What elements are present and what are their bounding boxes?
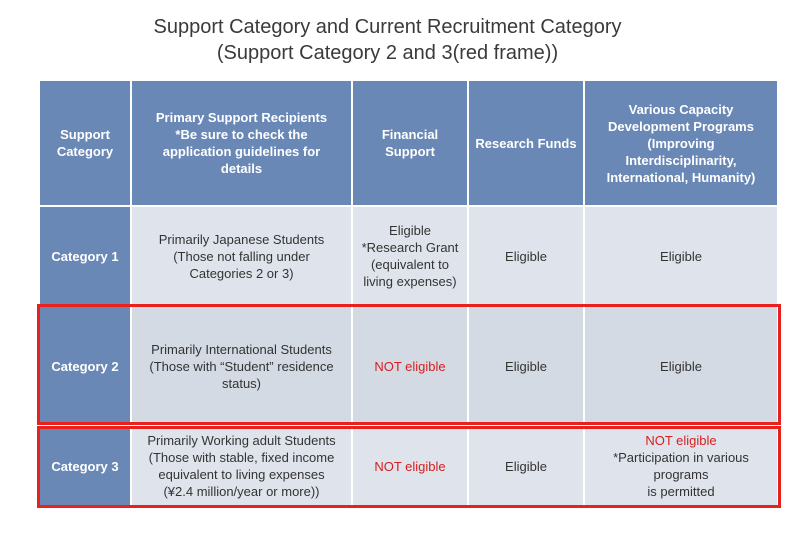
- header-row: [39, 80, 778, 206]
- header-recipients-line: application guidelines for: [162, 144, 321, 159]
- title-line-1: Support Category and Current Recruitment Category: [153, 16, 622, 38]
- header-recipients-line: details: [220, 161, 263, 176]
- header-programs-line: Various Capacity: [628, 101, 734, 117]
- table-row-category-2: [39, 306, 778, 426]
- not-eligible-text: NOT eligible: [645, 433, 717, 448]
- recipients-line: status): [221, 375, 261, 391]
- title-line-2: (Support Category 2 and 3(red frame)): [216, 42, 559, 64]
- row-category-label: Category 1: [39, 206, 131, 306]
- recipients-line: (Those with stable, fixed income: [148, 450, 335, 465]
- header-recipients-line: Primary Support Recipients: [155, 110, 328, 125]
- row-category-label: Category 2: [39, 306, 131, 426]
- row-financial-support: [352, 306, 468, 426]
- header-research-funds: Research Funds: [468, 80, 584, 206]
- header-support-category-line-1: Support: [60, 127, 110, 142]
- recipients-line: Primarily Working adult Students: [147, 433, 336, 448]
- row-recipients: [131, 426, 352, 506]
- row-recipients: [131, 306, 352, 426]
- financial-line: living expenses): [363, 274, 457, 289]
- support-category-table: [38, 79, 779, 507]
- programs-line: is permitted: [647, 484, 715, 499]
- recipients-line: Categories 2 or 3): [189, 265, 294, 281]
- row-financial-support: [352, 426, 468, 506]
- row-research-funds: Eligible: [468, 306, 584, 426]
- recipients-line: (¥2.4 million/year or more)): [163, 484, 320, 499]
- row-programs: [584, 306, 778, 426]
- not-eligible-text: NOT eligible: [374, 358, 446, 374]
- financial-line: *Research Grant: [361, 240, 459, 255]
- header-programs: [584, 80, 778, 206]
- recipients-line: equivalent to living expenses: [158, 467, 325, 482]
- header-recipients-line: *Be sure to check the: [175, 127, 308, 142]
- row-programs: [584, 426, 778, 506]
- recipients-line: Primarily International Students: [151, 341, 332, 357]
- recipients-line: (Those not falling under: [173, 248, 310, 264]
- header-programs-line: Development Programs: [608, 118, 754, 134]
- programs-line: *Participation in various: [613, 450, 749, 465]
- header-recipients: [131, 80, 352, 206]
- financial-line: (equivalent to: [370, 257, 450, 272]
- recipients-line: (Those with “Student” residence: [149, 358, 334, 374]
- row-research-funds: Eligible: [468, 206, 584, 306]
- programs-line: programs: [653, 467, 709, 482]
- recipients-line: Primarily Japanese Students: [158, 231, 325, 247]
- header-financial-support: [352, 80, 468, 206]
- header-programs-line: (Improving: [647, 135, 715, 151]
- row-research-funds: Eligible: [468, 426, 584, 506]
- row-financial-support: [352, 206, 468, 306]
- table-row-category-1: [39, 206, 778, 306]
- financial-line: Eligible: [389, 223, 431, 238]
- row-category-label: Category 3: [39, 426, 131, 506]
- table-row-category-3: [39, 426, 778, 506]
- row-programs: [584, 206, 778, 306]
- programs-line: Eligible: [660, 248, 702, 264]
- header-support-category: [39, 80, 131, 206]
- header-financial-line: Financial: [381, 127, 439, 142]
- not-eligible-text: NOT eligible: [374, 458, 446, 474]
- programs-line: Eligible: [660, 358, 702, 374]
- row-recipients: [131, 206, 352, 306]
- header-programs-line: Interdisciplinarity,: [625, 152, 737, 168]
- header-financial-line: Support: [385, 144, 435, 159]
- header-programs-line: International, Humanity): [606, 169, 756, 185]
- header-support-category-line-2: Category: [56, 144, 114, 159]
- slide-title: [0, 14, 775, 66]
